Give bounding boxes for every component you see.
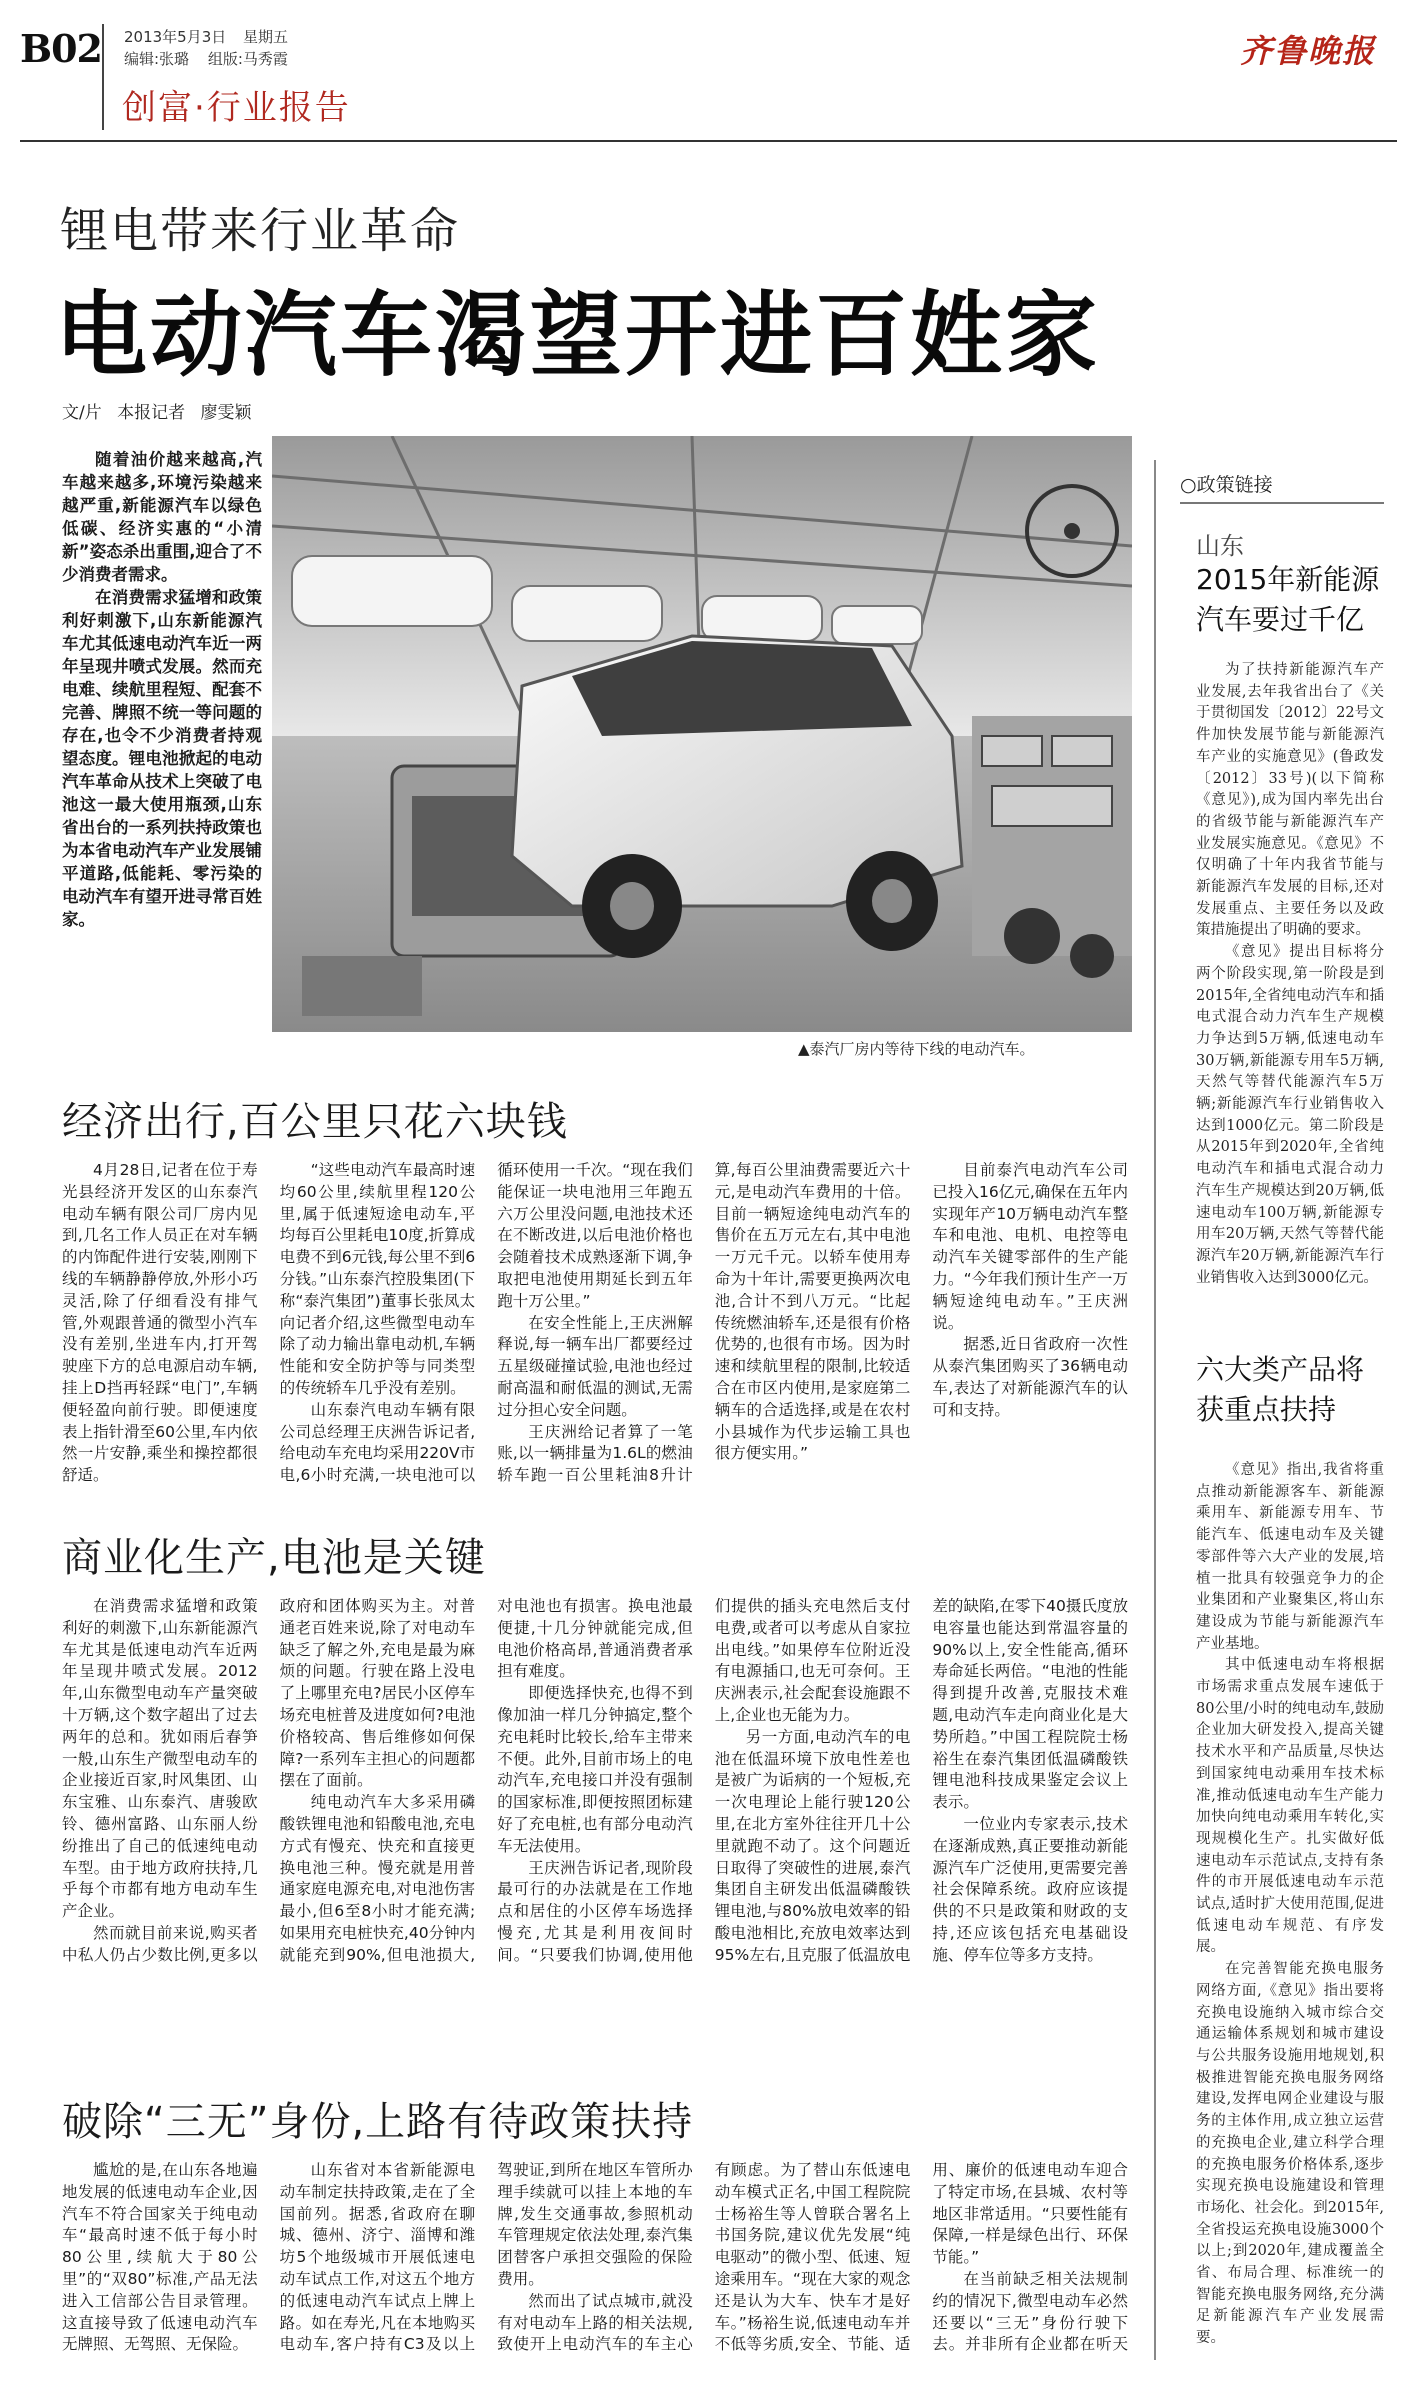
editor-credit: 编辑:张璐 bbox=[124, 50, 190, 68]
section-paragraph: 纯电动汽车大多采用磷酸铁锂电池和铅酸电池,充电方式有慢充、快充和直接更换电池三种。慢充就是用普通家庭电源充电,对电池伤害最小,但6至8小时才能充满;如果用充电桩快充,40分钟内就能充到90%,但电池损大,对电池也有损害。换电池最便捷,十几分钟就能完成,但电池价格高昂,普通消费者承担有难度。 bbox=[279, 1597, 693, 1964]
sidebar-paragraph: 《意见》提出目标将分两个阶段实现,第一阶段是到2015年,全省纯电动汽车和插电式混合动力汽车生产规模力争达到5万辆,低速电动车30万辆,新能源专用车5万辆,天然气等替代能源汽车5万辆;新能源汽车行业销售收入达到1000亿元。第二阶段是从2015年到2020年,全省纯电动汽车和插电式混合动力汽车生产规模达到20万辆,低速电动车100万辆,新能源专用车20万辆,天然气等替代能源汽车20万辆,新能源汽车行业销售收入达到3000亿元。 bbox=[1196, 944, 1384, 1286]
section-paragraph: 目前泰汽电动汽车公司已投入16亿元,确保在五年内实现年产10万辆电动汽车整车和电池、电机、电控等电动汽车关键零部件的生产能力。“今年我们预计生产一万辆短途纯电动车。”王庆洲说。 bbox=[932, 1161, 1128, 1332]
lead-paragraph: 在消费需求猛增和政策利好刺激下,山东新能源汽车尤其低速电动汽车近一两年呈现井喷式发展。然而充电难、续航里程短、配套不完善、牌照不统一等问题的存在,也令不少消费者持观望态度。锂电池掀起的电动汽车革命从技术上突破了电池这一最大使用瓶颈,山东省出台的一系列扶持政策也为本省电动汽车产业发展铺平道路,低能耗、零污染的电动汽车有望开进寻常百姓家。 bbox=[62, 588, 262, 929]
section-3-body bbox=[62, 2160, 1128, 2360]
masthead-divider bbox=[102, 24, 104, 130]
lead-column bbox=[62, 448, 262, 1088]
article-byline: 文/片 本报记者 廖雯颖 bbox=[62, 403, 252, 423]
section-paragraph: 然而出了试点城市,就没有对电动车上路的相关法规,致使开上电动汽车的车主心有顾虑。为了替山东低速电动车模式正名,中国工程院院士杨裕生等人曾联合署名上书国务院,建议优先发展“纯电驱动”的微小型、低速、短途乘用车。“现在大家的观念还是认为大车、快车才是好车。”杨裕生说,低速电动车并不低等劣质,安全、节能、适用、廉价的低速电动车迎合了特定市场,在县城、农村等地区非常适用。“只要性能有保障,一样是绿色出行、环保节能。” bbox=[497, 2161, 1128, 2354]
sidebar-body-2 bbox=[1196, 1460, 1384, 2350]
section-2-body bbox=[62, 1596, 1128, 2076]
page-code: B02 bbox=[20, 26, 102, 71]
section-paragraph: 山东省对本省新能源电动车制定扶持政策,走在了全国前列。据悉,省政府在聊城、德州、济宁、淄博和潍坊5个地级城市开展低速电动车试点工作,对这五个地方的低速电动汽车试点上牌上路。如在寿光,凡在本地购买电动车,客户持有C3及以上驾驶证,到所在地区车管所办理手续就可以挂上本地的车牌,发生交通事故,参照机动车管理规定依法处理,泰汽集团替客户承担交强险的保险费用。 bbox=[279, 2161, 693, 2354]
section-paragraph: 山东泰汽电动车辆有限公司总经理王庆洲告诉记者,给电动车充电均采用220V市电,6小时充满,一块电池可以循环使用一千次。“现在我们能保证一块电池用三年跑五六万公里没问题,电池技术还在不断改进,以后电池价格也会随着技术成熟逐渐下调,争取把电池使用期延长到五年跑十万公里。” bbox=[279, 1161, 693, 1485]
factory-photo bbox=[272, 436, 1132, 1032]
sidebar-label-rule bbox=[1180, 502, 1384, 504]
masthead bbox=[0, 0, 1417, 150]
section-paragraph: 另一方面,电动汽车的电池在低温环境下放电性差也是被广为诟病的一个短板,充一次电理论上能行驶120公里,在北方室外往往开几十公里就跑不动了。这个问题近日取得了突破性的进展,泰汽集团自主研发出低温磷酸铁锂电池,与80%放电效率的铅酸电池相比,充放电效率达到95%左右,且克服了低温放电差的缺陷,在零下40摄氏度放电容量也能达到常温容量的90%以上,安全性能高,循环寿命延长两倍。“电池的性能得到提升改善,克服技术难题,电动汽车走向商业化是大势所趋。”中国工程院院士杨裕生在泰汽集团低温磷酸铁锂电池科技成果鉴定会议上表示。 bbox=[714, 1597, 1128, 1964]
section-paragraph: 在安全性能上,王庆洲解释说,每一辆车出厂都要经过五星级碰撞试验,电池也经过耐高温和耐低温的测试,无需过分担心安全问题。 bbox=[497, 1313, 693, 1419]
article-headline: 电动汽车渴望开进百姓家 bbox=[55, 282, 1101, 389]
section-paragraph: 即便选择快充,也得不到像加油一样几分钟搞定,整个充电耗时比较长,给车主带来不便。此外,目前市场上的电动汽车,充电接口并没有强制的国家标准,即便按照团标建好了充电桩,也有部分电动汽车无法使用。 bbox=[497, 1684, 693, 1855]
sidebar-paragraph: 《意见》指出,我省将重点推动新能源客车、新能源乘用车、新能源专用车、节能汽车、低速电动车及关键零部件等六大产业的发展,培植一批具有较强竞争力的企业集团和产业聚集区,将山东建设成为节能与新能源汽车产业基地。 bbox=[1196, 1462, 1384, 1652]
section-paragraph: 王庆洲告诉记者,现阶段最可行的办法就是在工作地点和居住的小区停车场选择慢充,尤其是利用夜间时间。“只要我们协调,使用他们提供的插头充电然后支付电费,或者可以考虑从自家拉出电线。”如果停车位附近没有电源插口,也无可奈何。王庆洲表示,社会配套设施跟不上,企业也无能为力。 bbox=[497, 1597, 911, 1964]
section-paragraph: 尴尬的是,在山东各地遍地发展的低速电动车企业,因汽车不符合国家关于纯电动车“最高时速不低于每小时80公里,续航大于80公里”的“双80”标准,产品无法进入工信部公告目录管理。这直接导致了低速电动汽车无牌照、无驾照、无保险。 bbox=[62, 2161, 258, 2354]
sidebar-paragraph: 其中低速电动车将根据市场需求重点发展车速低于80公里/小时的纯电动车,鼓励企业加大研发投入,提高关键技术水平和产品质量,尽快达到国家纯电动乘用车技术标准,推动低速电动车生产能力加快向纯电动乘用车转化,实现规模化生产。扎实做好低速电动车示范试点,支持有条件的市开展低速电动车示范试点,适时扩大使用范围,促进低速电动车规范、有序发展。 bbox=[1196, 1657, 1384, 1956]
masthead-rule bbox=[20, 140, 1397, 142]
section-paragraph: 王庆洲给记者算了一笔账,以一辆排量为1.6L的燃油轿车跑一百公里耗油8升计算,每百公里油费需要近六十元,是电动汽车费用的十倍。目前一辆短途纯电动汽车的售价在五万元左右,其中电池一万元千元。以轿车使用寿命为十年计,需要更换两次电池,合计不到八万元。“比起传统燃油轿车,还是很有价格优势的,也很有市场。因为时速和续航里程的限制,比较适合在市区内使用,是家庭第二辆车的合适选择,或是在农村小县城作为代步运输工具也很方便实用。” bbox=[497, 1161, 911, 1485]
section-paragraph: 一位业内专家表示,技术在逐渐成熟,真正要推动新能源汽车广泛使用,更需要完善社会保障系统。政府应该提供的不只是政策和财政的支持,还应该包括充电基础设施、停车位等多方支持。 bbox=[932, 1814, 1128, 1964]
section-label: 创富·行业报告 bbox=[122, 88, 351, 128]
section-paragraph: 在当前缺乏相关法规制约的情况下,微型电动车必然还要以“三无”身份行驶下去。并非所有企业都在听天 bbox=[932, 2269, 1128, 2354]
sidebar-region: 山东 bbox=[1196, 532, 1244, 560]
lead-paragraph: 随着油价越来越高,汽车越来越多,环境污染越来越严重,新能源汽车以绿色低碳、经济实惠的“小清新”姿态杀出重围,迎合了不少消费者需求。 bbox=[62, 450, 262, 584]
sidebar-divider bbox=[1154, 460, 1156, 2360]
sidebar-paragraph: 在完善智能充换电服务网络方面,《意见》指出要将充换电设施纳入城市综合交通运输体系规划和城市建设与公共服务设施用地规划,积极推进智能充换电服务网络建设,发挥电网企业建设与服务的主体作用,成立独立运营的充换电企业,建立科学合理的充换电服务价格体系,逐步实现充换电设施建设和管理市场化、社会化。到2015年,全省投运充换电设施3000个以上;到2020年,建成覆盖全省、布局合理、标准统一的智能充换电服务网络,充分满足新能源汽车产业发展需要。 bbox=[1196, 1961, 1384, 2347]
issue-weekday: 星期五 bbox=[243, 28, 289, 46]
policy-sidebar bbox=[1166, 470, 1396, 2360]
section-paragraph: 然而就目前来说,购买者中私人仍占少数比例,更多以政府和团体购买为主。对普通老百姓来说,除了对电动车缺乏了解之外,充电是最为麻烦的问题。行驶在路上没电了上哪里充电?居民小区停车场充电桩普及进度如何?电池价格较高、售后维修如何保障?一系列车主担心的问题都摆在了面前。 bbox=[62, 1597, 476, 1964]
section-paragraph: “这些电动汽车最高时速均60公里,续航里程120公里,属于低速短途电动车,平均每百公里耗电10度,折算成电费不到6元钱,每公里不到6分钱。”山东泰汽控股集团(下称“泰汽集团”)董事长张凤太向记者介绍,这些微型电动车除了动力输出靠电动机,车辆性能和安全防护等与同类型的传统轿车几乎没有差别。 bbox=[279, 1161, 476, 1397]
sidebar-body bbox=[1196, 660, 1384, 1300]
layout-credit: 组版:马秀霞 bbox=[207, 50, 288, 68]
issue-date: 2013年5月3日 bbox=[124, 28, 227, 46]
factory-photo-drawing bbox=[272, 436, 1132, 1032]
section-title: 商业化生产,电池是关键 bbox=[62, 1535, 486, 1581]
section-1-body bbox=[62, 1160, 1128, 1510]
article-kicker: 锂电带来行业革命 bbox=[60, 203, 461, 259]
issue-info bbox=[124, 26, 288, 70]
sidebar-title: 2015年新能源汽车要过千亿 bbox=[1196, 563, 1380, 636]
section-paragraph: 4月28日,记者在位于寿光县经济开发区的山东泰汽电动车辆有限公司厂房内见到,几名工作人员正在对车辆的内饰配件进行安装,刚刚下线的车辆静静停放,外形小巧灵活,除了仔细看没有排气管,外观跟普通的微型小汽车没有差别,坐进车内,打开驾驶座下方的总电源启动车辆,挂上D挡再轻踩“电门”,车辆便轻盈向前行驶。即便速度表上指针滑至60公里,车内依然一片安静,乘坐和操控都很舒适。 bbox=[62, 1161, 258, 1485]
sidebar-label: ○政策链接 bbox=[1180, 474, 1273, 496]
section-paragraph: 在消费需求猛增和政策利好的刺激下,山东新能源汽车尤其是低速电动汽车近两年呈现井喷式发展。2012年,山东微型电动车产量突破十万辆,这个数字超出了过去两年的总和。犹如雨后春笋一般,山东生产微型电动车的企业接近百家,时风集团、山东宝雅、山东泰汽、唐骏欧铃、德州富路、山东丽人纷纷推出了自己的低速纯电动车型。由于地方政府扶持,几乎每个市都有地方电动车生产企业。 bbox=[62, 1597, 258, 1921]
photo-caption: ▲泰汽厂房内等待下线的电动汽车。 bbox=[798, 1040, 1035, 1058]
section-title: 经济出行,百公里只花六块钱 bbox=[62, 1099, 568, 1145]
sidebar-paragraph: 为了扶持新能源汽车产业发展,去年我省出台了《关于贯彻国发〔2012〕22号文件加快发展节能与新能源汽车产业的实施意见》(鲁政发〔2012〕33号)(以下简称《意见》),成为国内率先出台的省级节能与新能源汽车产业发展实施意见。《意见》不仅明确了十年内我省节能与新能源汽车发展的目标,还对发展重点、主要任务以及政策措施提出了明确的要求。 bbox=[1196, 662, 1384, 939]
sidebar-subtitle: 六大类产品将获重点扶持 bbox=[1196, 1353, 1365, 1426]
paper-logo: 齐鲁晚报 bbox=[1240, 32, 1377, 70]
section-title: 破除“三无”身份,上路有待政策扶持 bbox=[62, 2099, 694, 2145]
section-paragraph: 据悉,近日省政府一次性从泰汽集团购买了36辆电动车,表达了对新能源汽车的认可和支持。 bbox=[932, 1335, 1128, 1419]
